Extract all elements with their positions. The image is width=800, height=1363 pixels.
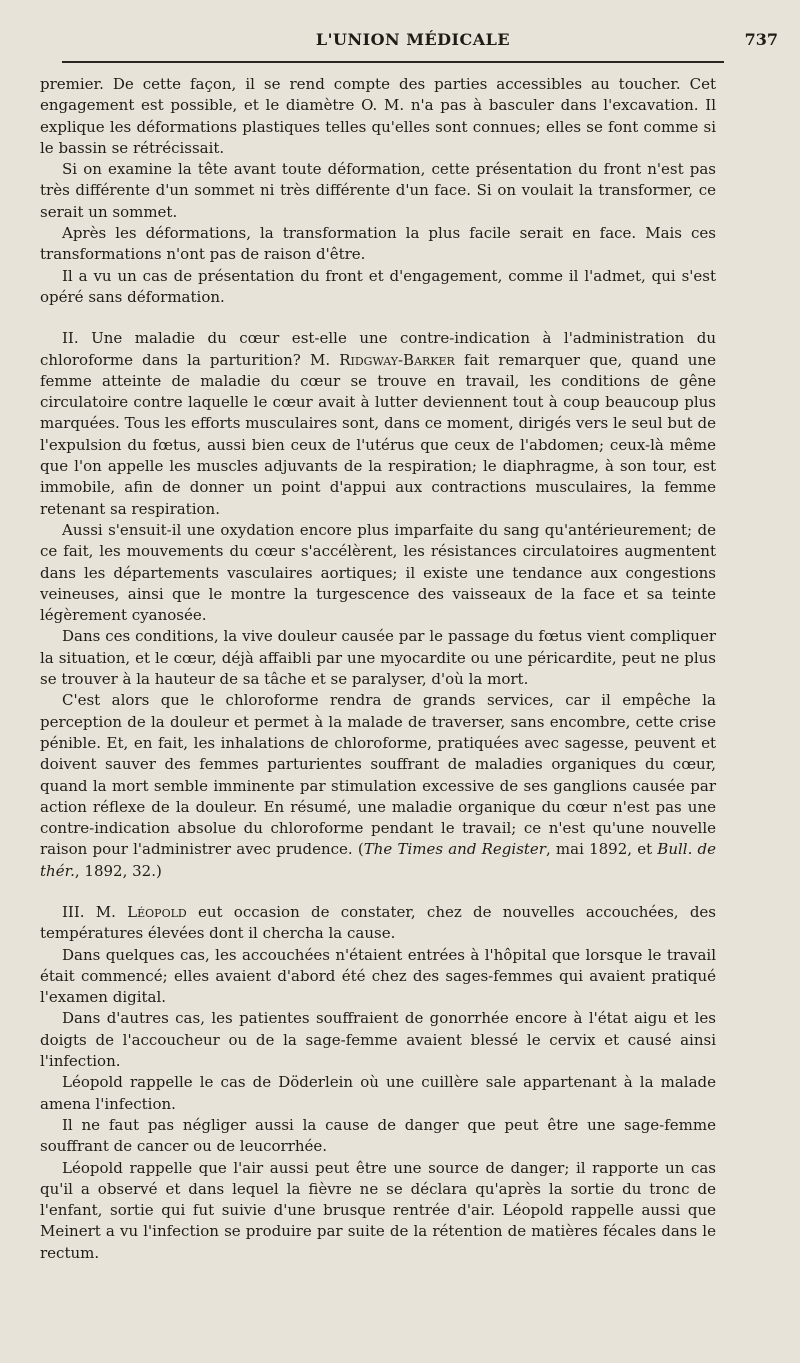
journal-title: L'UNION MÉDICALE	[315, 30, 511, 49]
text-run: eut occasion de constater, chez de nouvelles accouchées, des températures élevées dont il chercha la cause.	[40, 902, 716, 943]
section-ii-paragraph	[40, 328, 716, 520]
running-header	[40, 22, 786, 62]
paragraph: Léopold rappelle le cas de Döderlein où une cuillère sale appartenant à la malade amena l'infection.	[40, 1073, 716, 1113]
text-run: , mai 1892, et	[545, 840, 658, 859]
author-name: Léopold	[127, 902, 187, 921]
body-text	[40, 74, 716, 1264]
text-run: , 1892, 32.)	[74, 861, 162, 880]
citation-title: The Times and Register	[363, 840, 546, 859]
paragraph: Dans d'autres cas, les patientes souffraient de gonorrhée encore à l'état aigu et les doigts de l'accoucheur ou de la sage-femme avaient blessé le cervix et causé ainsi l'infection.	[40, 1009, 716, 1071]
header-rule	[62, 61, 724, 63]
paragraph: Si on examine la tête avant toute déformation, cette présentation du front n'est pas très différente d'un sommet ni très différente d'un face. Si on voulait la transformer, ce serait un sommet.	[40, 160, 716, 221]
paragraph-with-citation	[40, 690, 716, 882]
paragraph: Dans ces conditions, la vive douleur causée par le passage du fœtus vient compliquer la situation, et le cœur, déjà affaibli par une myocardite ou une péricardite, peut ne plus se trouver à la hauteur de sa tâche et se paralyser, d'où la mort.	[40, 627, 716, 689]
paragraph: Léopold rappelle que l'air aussi peut être une source de danger; il rapporte un cas qu'il a observé et dans lequel la fièvre ne se déclara qu'après la sortie du tronc de l'enfant, sortie qui fut suivie d'une brusque rentrée d'air. Léopold rappelle aussi que Meinert a vu l'infection se produire par suite de la rétention de matières fécales dans le rectum.	[40, 1158, 716, 1262]
citation-title: Bull. de thér.	[40, 840, 717, 880]
paragraph: Il a vu un cas de présentation du front et d'engagement, comme il l'admet, qui s'est opéré sans déformation.	[40, 266, 716, 306]
paragraph: Aussi s'ensuit-il une oxydation encore plus imparfaite du sang qu'antérieurement; de ce fait, les mouvements du cœur s'accélèrent, les résistances circulatoires augmentent dans les départements vasculaires aortiques; il existe une tendance aux congestions veineuses, ainsi que le montre la turgescence des vaisseaux de la face et sa teinte légèrement cyanosée.	[40, 520, 716, 625]
paragraph: Il ne faut pas négliger aussi la cause de danger que peut être une sage-femme souffrant de cancer ou de leucorrhée.	[40, 1115, 716, 1156]
text-run: III. M.	[62, 902, 128, 921]
text-run: II. Une maladie du cœur est-elle une contre-indication à l'administration du chloroforme dans la parturition? M.	[40, 329, 716, 369]
paragraph: Dans quelques cas, les accouchées n'étaient entrées à l'hôpital que lorsque le travail était commencé; elles avaient d'abord été chez des sages-femmes qui avaient pratiqué l'examen digital.	[40, 945, 716, 1007]
section-iii-paragraph	[40, 902, 716, 945]
paragraph: Après les déformations, la transformation la plus facile serait en face. Mais ces transformations n'ont pas de raison d'être.	[40, 224, 716, 264]
author-name: Ridgway-Barker	[339, 350, 455, 369]
page-number: 737	[744, 30, 778, 49]
text-run: fait remarquer que, quand une femme atteinte de maladie du cœur se trouve en travail, les conditions de gêne circulatoire contre laquelle le cœur avait à lutter deviennent tout à coup beaucoup plus marquées. Tous les efforts musculaires sont, dans ce moment, dirigés vers le seul but de l'expulsion du fœtus, aussi bien ceux de l'utérus que ceux de l'abdomen; ceux-là même que l'on appelle les muscles adjuvants de la respiration; le diaphragme, à son tour, est immobile, afin de donner un point d'appui aux contractions musculaires, la femme retenant sa respiration.	[40, 350, 716, 518]
text-run: C'est alors que le chloroforme rendra de grands services, car il empêche la perception de la douleur et permet à la malade de traverser, sans encombre, cette crise pénible. Et, en fait, les inhalations de chloroforme, pratiquées avec sagesse, peuvent et doivent sauver des femmes parturientes souffrant de maladies organiques du cœur, quand la mort semble imminente par stimulation excessive de ses ganglions causée par action réflexe de la douleur. En résumé, une maladie organique du cœur n'est pas une contre-indication absolue du chloroforme pendant le travail; ce n'est qu'une nouvelle raison pour l'administrer avec prudence. (	[40, 691, 716, 859]
paragraph: premier. De cette façon, il se rend compte des parties accessibles au toucher. Cet engagement est possible, et le diamètre O. M. n'a pas à basculer dans l'excavation. Il explique les déformations plastiques telles qu'elles sont connues; elles se font comme si le bassin se rétrécissait.	[40, 75, 716, 157]
